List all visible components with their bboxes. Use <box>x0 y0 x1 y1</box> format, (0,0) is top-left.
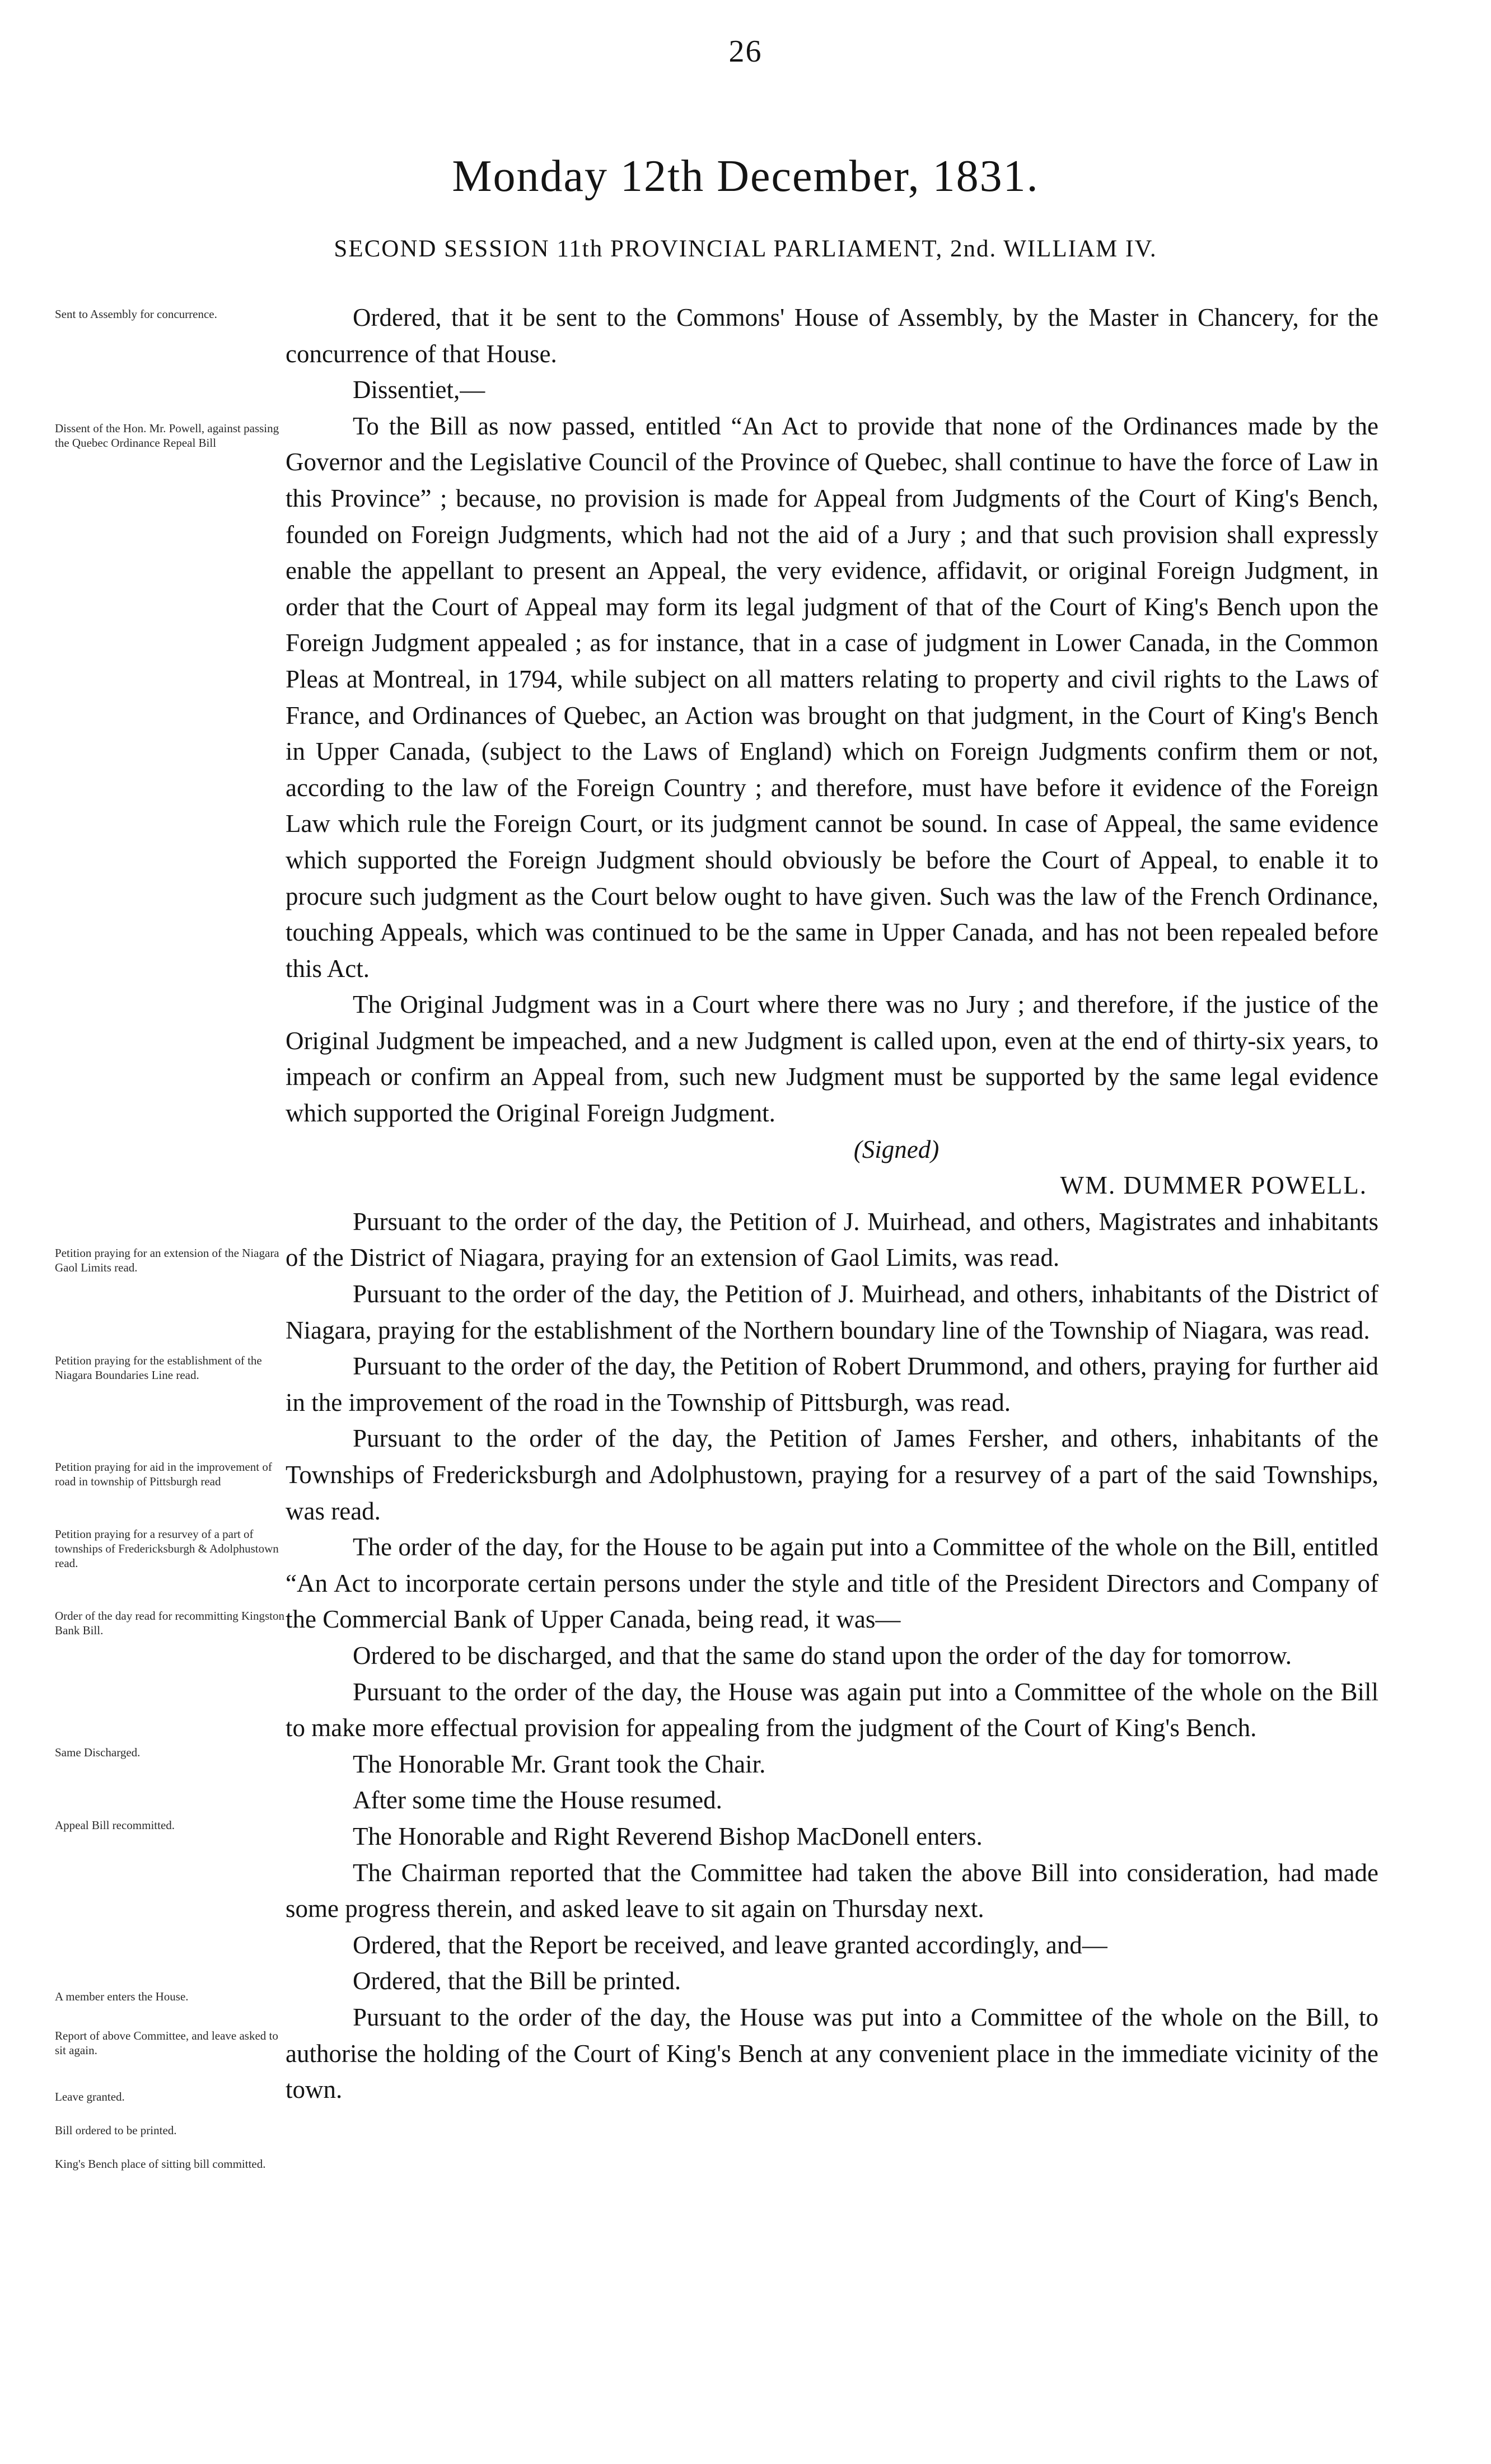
paragraph: The Honorable Mr. Grant took the Chair. <box>353 1750 766 1778</box>
signature-name: WM. DUMMER POWELL. <box>1060 1171 1367 1200</box>
margin-note: Sent to Assembly for concurrence. <box>55 307 217 321</box>
page-number: 26 <box>728 34 763 69</box>
paragraph: After some time the House resumed. <box>353 1786 722 1815</box>
paragraph: Ordered, that it be sent to the Commons' House of Assembly, by the Master in Chancery, for the concurrence of that House. <box>286 303 1378 368</box>
paragraph: Pursuant to the order of the day, the Petition of James Fersher, and others, inhabitants of the Townships of Fredericksburgh and Adolphustown, praying for a resurvey of a part of the said Townships, was read. <box>286 1424 1378 1525</box>
margin-note: Same Discharged. <box>55 1746 141 1759</box>
paragraph: The Original Judgment was in a Court where there was no Jury ; and therefore, if the justice of the Original Judgment be impeached, and a new Judgment is called upon, even at the end of thirty-six years, to impeach or confirm an Appeal from, such new Judgment must be supported by the same legal evidence which supported the Original Foreign Judgment. <box>286 990 1378 1128</box>
paragraph: Pursuant to the order of the day, the Petition of J. Muirhead, and others, inhabitants of the District of Niagara, praying for the establishment of the Northern boundary line of the Township of Niagara, was read. <box>286 1280 1378 1344</box>
page-title: Monday 12th December, 1831. <box>452 152 1039 201</box>
paragraph: To the Bill as now passed, entitled “An Act to provide that none of the Ordinances made by the Governor and the Legislative Council of the Province of Quebec, shall continue to have the force of Law in this Province” ; because, no provision is made for Appeal from Judgments of the Court of King's Bench, founded on Foreign Judgments, which had not the aid of a Jury ; and that such provision shall expressly enable the appellant to present an Appeal, the very evidence, affidavit, or original Foreign Judgment, in order that the Court of Appeal may form its legal judgment of that of the Court of King's Bench upon the Foreign Judgment appealed ; as for instance, that in a case of judgment in Lower Canada, in the Common Pleas at Montreal, in 1794, while subject on all matters relating to property and civil rights to the Laws of France, and Ordinances of Quebec, an Action was brought on that judgment, in the Court of King's Bench in Upper Canada, (subject to the Laws of England) which on Foreign Judgments confirm them or not, according to the law of the Foreign Country ; and therefore, must have before it evidence of the Foreign Law which rule the Foreign Court, or its judgment cannot be sound. In case of Appeal, the same evidence which supported the Foreign Judgment should obviously be before the Court of Appeal, to enable it to procure such judgment as the Court below ought to have given. Such was the law of the French Ordinance, touching Appeals, which was continued to be the same in Upper Canada, and has not been repealed before this Act. <box>286 412 1378 983</box>
paragraph: Pursuant to the order of the day, the House was again put into a Committee of the whole on the Bill to make more effectual provision for appealing from the judgment of the Court of King's Bench. <box>286 1677 1378 1742</box>
margin-note: A member enters the House. <box>55 1990 189 2003</box>
margin-note: Petition praying for aid in the improvement of road in township of Pittsburgh read <box>55 1460 272 1488</box>
paragraph: The order of the day, for the House to be again put into a Committee of the whole on the Bill, entitled “An Act to incorporate certain persons under the style and title of the President Directors and Company of the Commercial Bank of Upper Canada, being read, it was— <box>286 1533 1378 1634</box>
paragraph: Pursuant to the order of the day, the Petition of J. Muirhead, and others, Magistrates and inhabitants of the District of Niagara, praying for an extension of Gaol Limits, was read. <box>286 1207 1378 1272</box>
session-heading: SECOND SESSION 11th PROVINCIAL PARLIAMENT, 2nd. WILLIAM IV. <box>334 236 1157 262</box>
paragraph: Pursuant to the order of the day, the House was put into a Committee of the whole on the Bill, to authorise the holding of the Court of King's Bench at any convenient place in the immediate vicinity of the town. <box>286 2003 1378 2104</box>
paragraph: The Chairman reported that the Committee had taken the above Bill into consideration, had made some progress therein, and asked leave to sit again on Thursday next. <box>286 1858 1378 1923</box>
margin-note: Appeal Bill recommitted. <box>55 1818 175 1832</box>
paragraph: Ordered, that the Bill be printed. <box>353 1967 681 1995</box>
main-text <box>286 300 1378 2108</box>
paragraph: Ordered to be discharged, and that the same do stand upon the order of the day for tomorrow. <box>353 1641 1292 1670</box>
margin-note: Order of the day read for recommitting Kingston Bank Bill. <box>55 1609 284 1637</box>
margin-note: Leave granted. <box>55 2090 125 2103</box>
paragraph: Ordered, that the Report be received, and leave granted accordingly, and— <box>353 1930 1107 1959</box>
paragraph: Dissentiet,— <box>353 376 485 404</box>
margin-note: Bill ordered to be printed. <box>55 2124 177 2137</box>
paragraph: Pursuant to the order of the day, the Petition of Robert Drummond, and others, praying for further aid in the improvement of the road in the Township of Pittsburgh, was read. <box>286 1352 1378 1416</box>
margin-note: King's Bench place of sitting bill committed. <box>55 2157 266 2171</box>
signed-label: (Signed) <box>853 1135 940 1163</box>
margin-note: Report of above Committee, and leave asked to sit again. <box>55 2029 278 2057</box>
paragraph: The Honorable and Right Reverend Bishop MacDonell enters. <box>353 1822 983 1850</box>
margin-note: Petition praying for an extension of the Niagara Gaol Limits read. <box>55 1246 279 1274</box>
margin-note: Petition praying for the establishment of the Niagara Boundaries Line read. <box>55 1354 262 1382</box>
margin-note: Petition praying for a resurvey of a part of townships of Fredericksburgh & Adolphustown read. <box>55 1527 279 1570</box>
margin-note: Dissent of the Hon. Mr. Powell, against passing the Quebec Ordinance Repeal Bill <box>55 422 279 450</box>
